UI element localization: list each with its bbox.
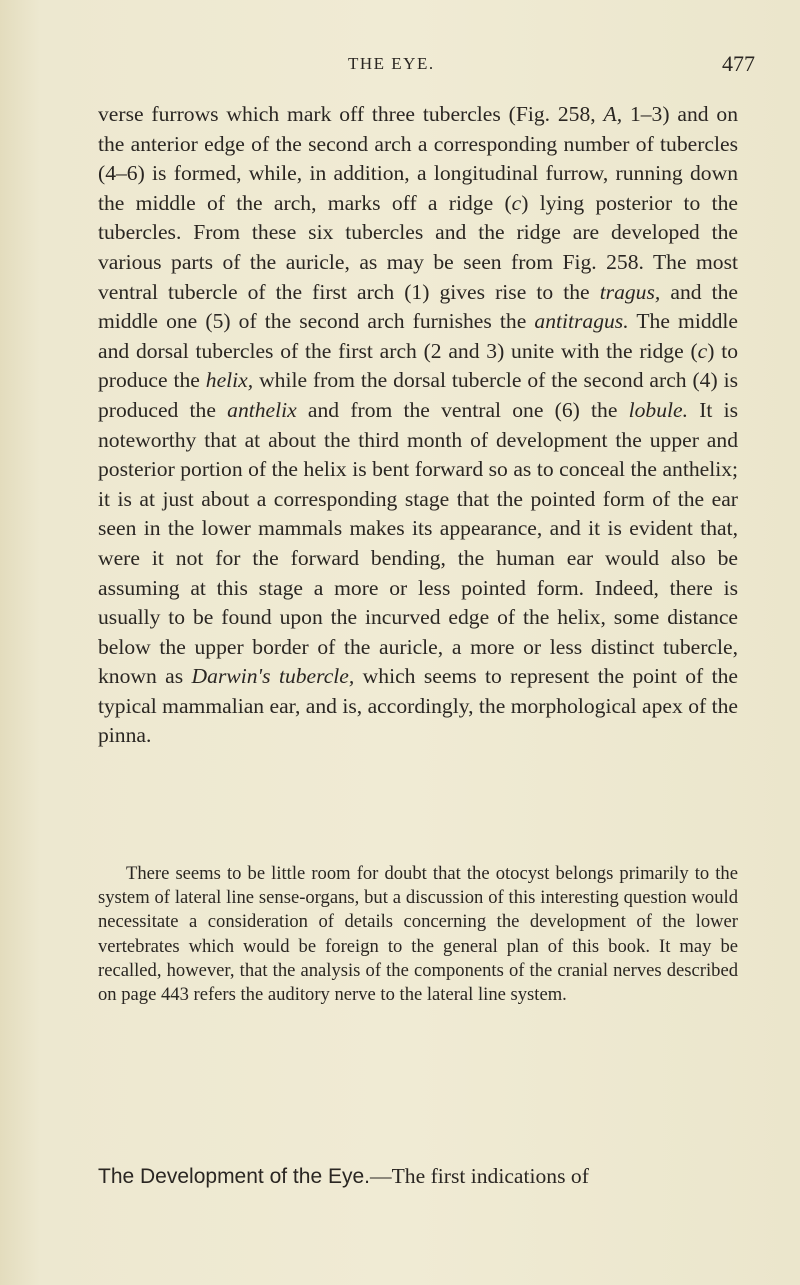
text-run: and from the ventral one (6) the — [296, 397, 629, 422]
main-paragraph — [98, 100, 738, 751]
section-text: —The first indications of — [370, 1164, 589, 1188]
text-run: The middle and dorsal tubercles of the first arch (2 and 3) unite with the ridge ( — [98, 309, 738, 363]
page-number: 477 — [722, 51, 755, 76]
figure-label: c — [511, 190, 522, 215]
paragraph-otocyst-note: There seems to be little room for doubt that the otocyst belongs primarily to the system of lateral line sense-organs, but a discussion of this interesting question would necessitate a consideration of details concerning the development of the lower vertebrates which would be foreign to the general plan of this book. It may be recalled, however, that the analysis of the components of the cranial nerves described on page 443 refers the auditory nerve to the lateral line system. — [98, 863, 738, 1006]
paragraph-ear-development — [98, 100, 738, 751]
text-run: ) lying posterior to the tubercles. From these six tubercles and the ridge are developed the various parts of the auricle, as may be seen from Fig. 258. The most ventral tubercle of the first arch (1) gives rise to the — [98, 190, 738, 304]
text-run: verse furrows which mark off three tubercles (Fig. 258, — [98, 102, 604, 126]
text-run: 1–3) and on the anterior edge of the second arch a corresponding number of tubercles (4–6) is formed, while, in addition, a longitudinal furrow, running down the middle of the arch, marks off a ridge ( — [98, 102, 738, 215]
text-run: and the middle one (5) of the second arch furnishes the — [98, 279, 738, 334]
section-heading: The Development of the Eye. — [98, 1165, 370, 1188]
term-tragus: tragus, — [599, 279, 661, 304]
section-start — [98, 1162, 748, 1191]
small-print-note — [98, 862, 738, 1007]
term-helix: helix, — [205, 368, 254, 393]
figure-label: A, — [603, 102, 623, 126]
text-run: It is noteworthy that at about the third month of development the upper and posterior portion of the helix is bent forward so as to conceal the anthelix; it is at just about a corresponding stage that the pointed form of the ear seen in the lower mammals makes its appearance, and it is evident that, were it not for the forward bending, the human ear would also be assuming at this stage a more or less pointed form. Indeed, there is usually to be found upon the incurved edge of the helix, some distance below the upper border of the auricle, a more or less distinct tubercle, known as — [98, 397, 738, 689]
text-run: which seems to represent the point of the typical mammalian ear, and is, accordingly, the morphological apex of the pinna. — [98, 664, 738, 748]
figure-label: c — [697, 338, 708, 363]
text-run: while from the dorsal tubercle of the second arch (4) is produced the — [98, 368, 738, 422]
term-lobule: lobule. — [628, 397, 688, 422]
text-run: ) to produce the — [98, 338, 739, 393]
term-antitragus: antitragus. — [534, 309, 629, 334]
running-header — [0, 51, 800, 84]
term-anthelix: anthelix — [227, 397, 297, 422]
term-darwins-tubercle: Darwin's tubercle, — [191, 664, 355, 689]
running-title: THE EYE. — [348, 54, 435, 73]
